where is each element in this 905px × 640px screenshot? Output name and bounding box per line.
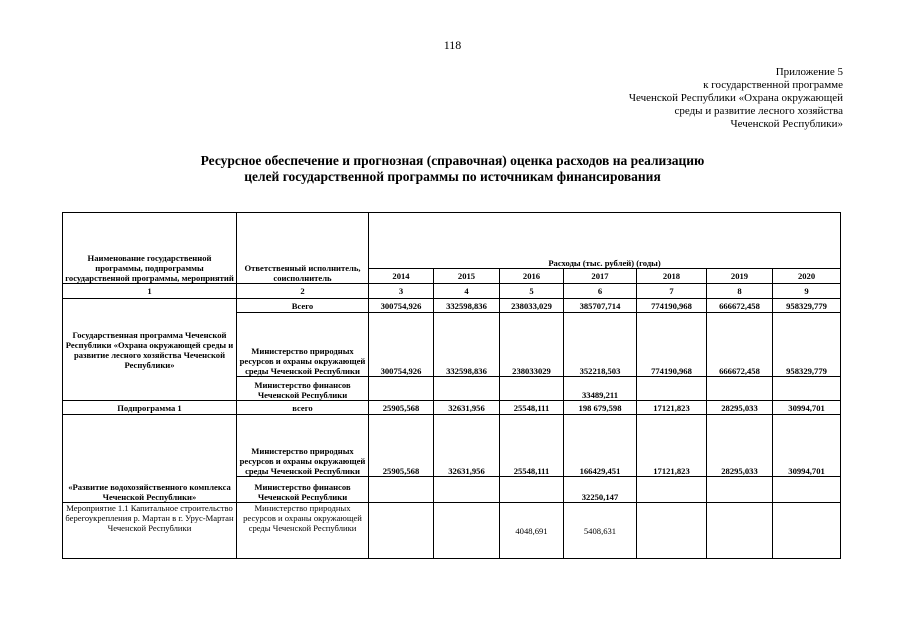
value-cell: 774190,968 bbox=[637, 299, 707, 313]
year-cell: 2015 bbox=[434, 269, 500, 284]
value-cell: 28295,033 bbox=[707, 415, 773, 477]
value-cell: 666672,458 bbox=[707, 299, 773, 313]
executor-cell: Министерство финансов Чеченской Республики bbox=[237, 477, 369, 503]
value-cell: 198 679,598 bbox=[564, 401, 637, 415]
value-cell: 238033029 bbox=[500, 313, 564, 377]
executor-cell: Министерство финансов Чеченской Республики bbox=[237, 377, 369, 401]
column-number: 9 bbox=[773, 284, 841, 299]
header-expenses: Расходы (тыс. рублей) (годы) bbox=[369, 213, 841, 269]
value-cell bbox=[637, 377, 707, 401]
value-cell: 332598,836 bbox=[434, 299, 500, 313]
value-cell bbox=[369, 503, 434, 559]
value-cell bbox=[434, 377, 500, 401]
value-cell: 25905,568 bbox=[369, 415, 434, 477]
column-number: 5 bbox=[500, 284, 564, 299]
value-cell: 30994,701 bbox=[773, 415, 841, 477]
column-number: 3 bbox=[369, 284, 434, 299]
value-cell: 300754,926 bbox=[369, 299, 434, 313]
title-line: целей государственной программы по источникам финансирования bbox=[244, 169, 661, 184]
appendix-line: к государственной программе bbox=[703, 79, 843, 91]
value-cell: 17121,823 bbox=[637, 415, 707, 477]
value-cell: 32631,956 bbox=[434, 415, 500, 477]
value-cell bbox=[773, 503, 841, 559]
header-name: Наименование государственной программы, подпрограммы государственной программы, мероприятий bbox=[63, 213, 237, 284]
column-number: 2 bbox=[237, 284, 369, 299]
column-number: 4 bbox=[434, 284, 500, 299]
value-cell bbox=[369, 477, 434, 503]
value-cell: 32250,147 bbox=[564, 477, 637, 503]
value-cell bbox=[773, 477, 841, 503]
program-name: Государственная программа Чеченской Республики «Охрана окружающей среды и развитие лесного хозяйства Чеченской Республики» bbox=[63, 299, 237, 401]
program-total-row bbox=[63, 299, 841, 313]
value-cell: 385707,714 bbox=[564, 299, 637, 313]
executor-cell: Министерство природных ресурсов и охраны окружающей среды Чеченской Республики bbox=[237, 415, 369, 477]
subprogram-ministry-row bbox=[63, 415, 841, 477]
year-cell: 2017 bbox=[564, 269, 637, 284]
column-numbers-row bbox=[63, 284, 841, 299]
appendix-line: Приложение 5 bbox=[775, 66, 843, 78]
value-cell bbox=[434, 503, 500, 559]
executor-cell: всего bbox=[237, 401, 369, 415]
value-cell: 25548,111 bbox=[500, 415, 564, 477]
document-title bbox=[0, 153, 905, 185]
value-cell bbox=[637, 477, 707, 503]
value-cell bbox=[707, 377, 773, 401]
value-cell bbox=[773, 377, 841, 401]
year-cell: 2018 bbox=[637, 269, 707, 284]
executor-cell: Всего bbox=[237, 299, 369, 313]
value-cell: 666672,458 bbox=[707, 313, 773, 377]
appendix-note bbox=[629, 66, 843, 131]
appendix-line: среды и развитие лесного хозяйства bbox=[674, 105, 843, 117]
value-cell: 352218,503 bbox=[564, 313, 637, 377]
value-cell bbox=[434, 477, 500, 503]
column-number: 1 bbox=[63, 284, 237, 299]
measure-name: Мероприятие 1.1 Капитальное строительство берегоукрепления р. Мартан в г. Урус-Мартан Чеченской Республики bbox=[63, 503, 237, 559]
value-cell: 25548,111 bbox=[500, 401, 564, 415]
value-cell bbox=[500, 377, 564, 401]
value-cell: 4048,691 bbox=[500, 503, 564, 559]
executor-cell: Министерство природных ресурсов и охраны окружающей среды Чеченской Республики bbox=[237, 503, 369, 559]
value-cell: 33489,211 bbox=[564, 377, 637, 401]
value-cell: 958329,779 bbox=[773, 313, 841, 377]
executor-cell: Министерство природных ресурсов и охраны окружающей среды Чеченской Республики bbox=[237, 313, 369, 377]
value-cell: 958329,779 bbox=[773, 299, 841, 313]
value-cell: 30994,701 bbox=[773, 401, 841, 415]
subprogram-name: «Развитие водохозяйственного комплекса Чеченской Республики» bbox=[63, 415, 237, 503]
value-cell bbox=[637, 503, 707, 559]
appendix-line: Чеченской Республики» bbox=[730, 118, 843, 130]
column-number: 8 bbox=[707, 284, 773, 299]
year-cell: 2020 bbox=[773, 269, 841, 284]
subprogram-label: Подпрограмма 1 bbox=[63, 401, 237, 415]
column-number: 6 bbox=[564, 284, 637, 299]
year-cell: 2019 bbox=[707, 269, 773, 284]
value-cell bbox=[369, 377, 434, 401]
measure-row bbox=[63, 503, 841, 559]
value-cell: 238033,029 bbox=[500, 299, 564, 313]
value-cell: 32631,956 bbox=[434, 401, 500, 415]
financing-table bbox=[62, 212, 841, 559]
value-cell bbox=[707, 477, 773, 503]
value-cell: 332598,836 bbox=[434, 313, 500, 377]
value-cell: 166429,451 bbox=[564, 415, 637, 477]
value-cell: 28295,033 bbox=[707, 401, 773, 415]
value-cell: 5408,631 bbox=[564, 503, 637, 559]
value-cell: 300754,926 bbox=[369, 313, 434, 377]
page-number: 118 bbox=[443, 38, 462, 52]
header-row bbox=[63, 213, 841, 269]
value-cell: 25905,568 bbox=[369, 401, 434, 415]
value-cell: 774190,968 bbox=[637, 313, 707, 377]
value-cell bbox=[500, 477, 564, 503]
value-cell: 17121,823 bbox=[637, 401, 707, 415]
column-number: 7 bbox=[637, 284, 707, 299]
year-cell: 2016 bbox=[500, 269, 564, 284]
value-cell bbox=[707, 503, 773, 559]
title-line: Ресурсное обеспечение и прогнозная (справочная) оценка расходов на реализацию bbox=[200, 153, 705, 168]
appendix-line: Чеченской Республики «Охрана окружающей bbox=[628, 92, 843, 104]
subprogram-total-row bbox=[63, 401, 841, 415]
year-cell: 2014 bbox=[369, 269, 434, 284]
header-executor: Ответственный исполнитель, соисполнитель bbox=[237, 213, 369, 284]
